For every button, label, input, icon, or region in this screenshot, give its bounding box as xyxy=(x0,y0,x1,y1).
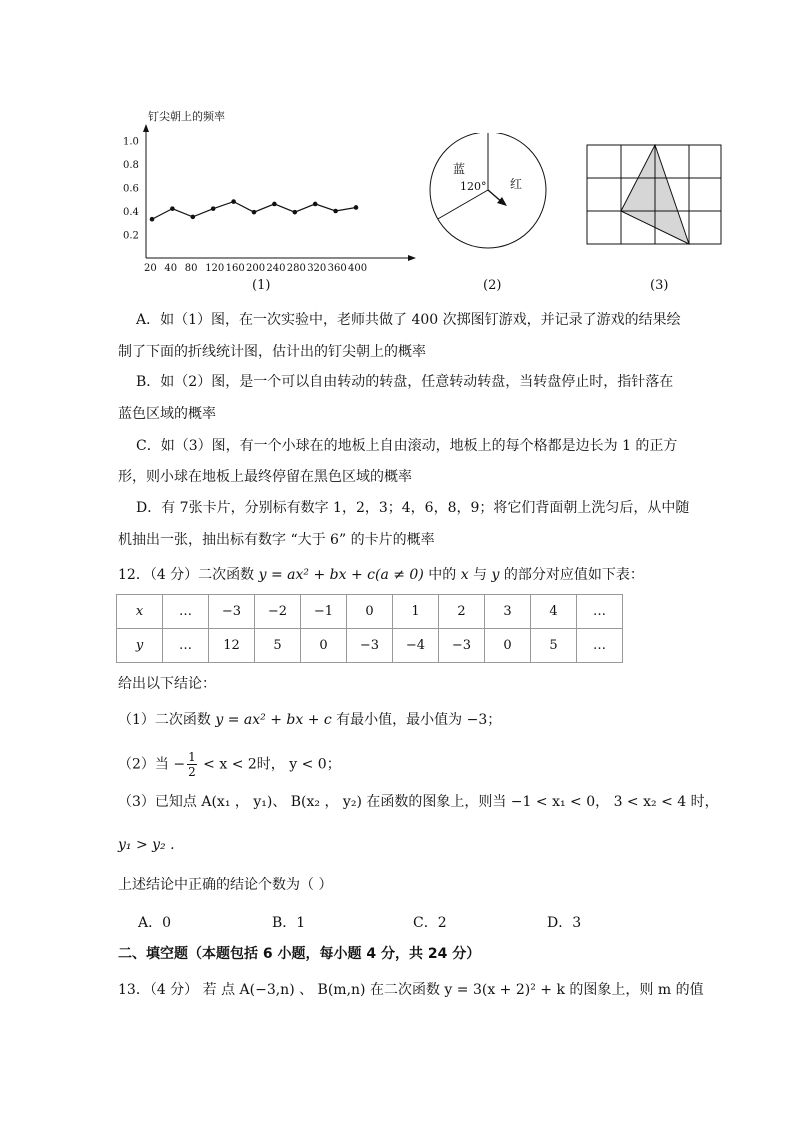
q12-stem xyxy=(118,565,644,585)
c2-text-b: < x < 2时， y < 0； xyxy=(198,756,341,773)
table-cell: 4 xyxy=(531,595,577,629)
table-cell: … xyxy=(163,595,209,629)
x-axis-arrow xyxy=(408,255,416,261)
table-cell: 0 xyxy=(347,595,393,629)
x-tick-label: 80 xyxy=(184,263,198,274)
data-point xyxy=(231,199,236,204)
table-cell: … xyxy=(163,629,209,663)
x-tick-label: 320 xyxy=(307,263,327,274)
angle-label: 120° xyxy=(460,180,487,193)
q12-stem-a: 12．（4 分）二次函数 xyxy=(118,567,259,583)
data-point xyxy=(272,202,277,207)
data-point xyxy=(191,215,196,220)
table-cell: −3 xyxy=(209,595,255,629)
x-tick-label: 120 xyxy=(205,263,225,274)
option-a-line1: A．如（1）图，在一次实验中，老师共做了 400 次掷图钉游戏，并记录了游戏的结果绘 xyxy=(136,312,681,328)
x-tick-label: 240 xyxy=(266,263,286,274)
y-tick-label: 0.6 xyxy=(123,183,139,195)
option-c-line2: 形，则小球在地板上最终停留在黑色区域的概率 xyxy=(118,469,412,485)
data-point xyxy=(293,210,298,215)
q12-conclusion-2 xyxy=(118,750,341,779)
q12-conclusion-1 xyxy=(118,710,501,730)
option-d-line1: D．有 7张卡片，分别标有数字 1，2，3；4，6，8，9；将它们背面朝上洗匀后，从中随 xyxy=(136,500,690,516)
data-point xyxy=(211,206,216,211)
data-point xyxy=(333,209,338,214)
c2-numerator: 1 xyxy=(188,750,196,764)
table-cell: … xyxy=(577,595,623,629)
table-cell: y xyxy=(117,629,163,663)
blue-label: 蓝 xyxy=(453,162,466,176)
q12-stem-b: 中的 xyxy=(423,567,461,583)
table-cell: 0 xyxy=(301,629,347,663)
option-a-line2: 制了下面的折线统计图，估计出的钉尖朝上的概率 xyxy=(118,344,426,360)
q12-stem-formula: y = ax² + bx + c(a ≠ 0) xyxy=(258,567,424,583)
choice-c: C．2 xyxy=(413,915,447,931)
table-row-x xyxy=(117,595,623,629)
red-label: 红 xyxy=(510,177,523,191)
table-cell: −4 xyxy=(393,629,439,663)
y-tick-label: 1.0 xyxy=(123,136,139,148)
figure2-caption: (2) xyxy=(483,278,502,293)
q12-conclusion-3: （3）已知点 A(x₁ ， y₁)、 B(x₂ ， y₂) 在函数的图象上，则当 −1 < x₁ < 0， 3 < x₂ < 4 时， xyxy=(118,794,719,810)
table-cell: 3 xyxy=(485,595,531,629)
x-tick-label: 360 xyxy=(327,263,347,274)
figure3-grid xyxy=(586,143,726,247)
c2-denominator: 2 xyxy=(188,765,196,779)
option-b-line2: 蓝色区域的概率 xyxy=(118,406,216,422)
option-c-line1: C．如（3）图，有一个小球在的地板上自由滚动，地板上的每个格都是边长为 1 的正方 xyxy=(136,438,678,454)
table-cell: 12 xyxy=(209,629,255,663)
data-point xyxy=(313,202,318,207)
table-cell: −3 xyxy=(439,629,485,663)
y-tick-label: 0.2 xyxy=(123,230,139,242)
x-tick-label: 40 xyxy=(164,263,178,274)
option-b-line1: B．如（2）图，是一个可以自由转动的转盘，任意转动转盘，当转盘停止时，指针落在 xyxy=(136,374,674,390)
x-tick-label: 400 xyxy=(348,263,368,274)
section-heading: 二、填空题（本题包括 6 小题，每小题 4 分，共 24 分） xyxy=(118,946,481,962)
table-cell: … xyxy=(577,629,623,663)
y-axis-arrow xyxy=(143,124,149,132)
q12-stem-c: 与 xyxy=(468,567,492,583)
q12-conclusion-3-cont: y₁ > y₂ . xyxy=(118,837,175,853)
table-cell: 2 xyxy=(439,595,485,629)
data-point xyxy=(150,217,155,222)
table-cell: 5 xyxy=(255,629,301,663)
x-tick-label: 20 xyxy=(144,263,157,274)
x-tick-label: 280 xyxy=(286,263,306,274)
x-tick-label: 160 xyxy=(225,263,245,274)
c2-fraction xyxy=(187,750,197,779)
q12-stem-d: 的部分对应值如下表： xyxy=(499,567,644,583)
chart-ylabel: 钉尖朝上的频率 xyxy=(148,110,225,123)
table-cell: 0 xyxy=(485,629,531,663)
c1-formula: y = ax² + bx + c xyxy=(215,712,332,728)
choice-d: D．3 xyxy=(547,915,582,931)
table-cell: 5 xyxy=(531,629,577,663)
choice-a: A．0 xyxy=(138,915,172,931)
c1-text-a: （1）二次函数 xyxy=(118,712,216,728)
value-table xyxy=(116,594,623,663)
y-tick-label: 0.8 xyxy=(123,160,139,171)
table-cell: 1 xyxy=(393,595,439,629)
table-cell: −2 xyxy=(255,595,301,629)
table-cell: −1 xyxy=(301,595,347,629)
table-cell: x xyxy=(117,595,163,629)
figure2-spinner xyxy=(425,133,555,253)
data-point xyxy=(354,205,359,210)
figure1-caption: (1) xyxy=(252,278,271,293)
q12-stem-x: x xyxy=(460,567,469,583)
c1-text-b: 有最小值，最小值为 −3； xyxy=(331,712,502,728)
y-tick-label: 0.4 xyxy=(123,207,139,218)
table-row-y xyxy=(117,629,623,663)
choice-b: B．1 xyxy=(272,915,306,931)
figure3-caption: (3) xyxy=(650,278,669,293)
q12-ask: 上述结论中正确的结论个数为（ ） xyxy=(118,877,333,893)
x-tick-label: 200 xyxy=(246,263,266,274)
q12-given: 给出以下结论： xyxy=(118,676,216,692)
figure1-chart xyxy=(110,100,430,280)
table-cell: −3 xyxy=(347,629,393,663)
q12-stem-y: y xyxy=(491,567,500,583)
option-d-line2: 机抽出一张，抽出标有数字 “大于 6” 的卡片的概率 xyxy=(118,532,435,548)
c2-text-a: （2）当 − xyxy=(118,756,186,773)
data-point xyxy=(252,210,257,215)
q13-stem: 13．（4 分） 若 点 A(−3,n) 、 B(m,n) 在二次函数 y = 3(x + 2)² + k 的图象上，则 m 的值 xyxy=(118,982,704,998)
data-point xyxy=(170,206,175,211)
